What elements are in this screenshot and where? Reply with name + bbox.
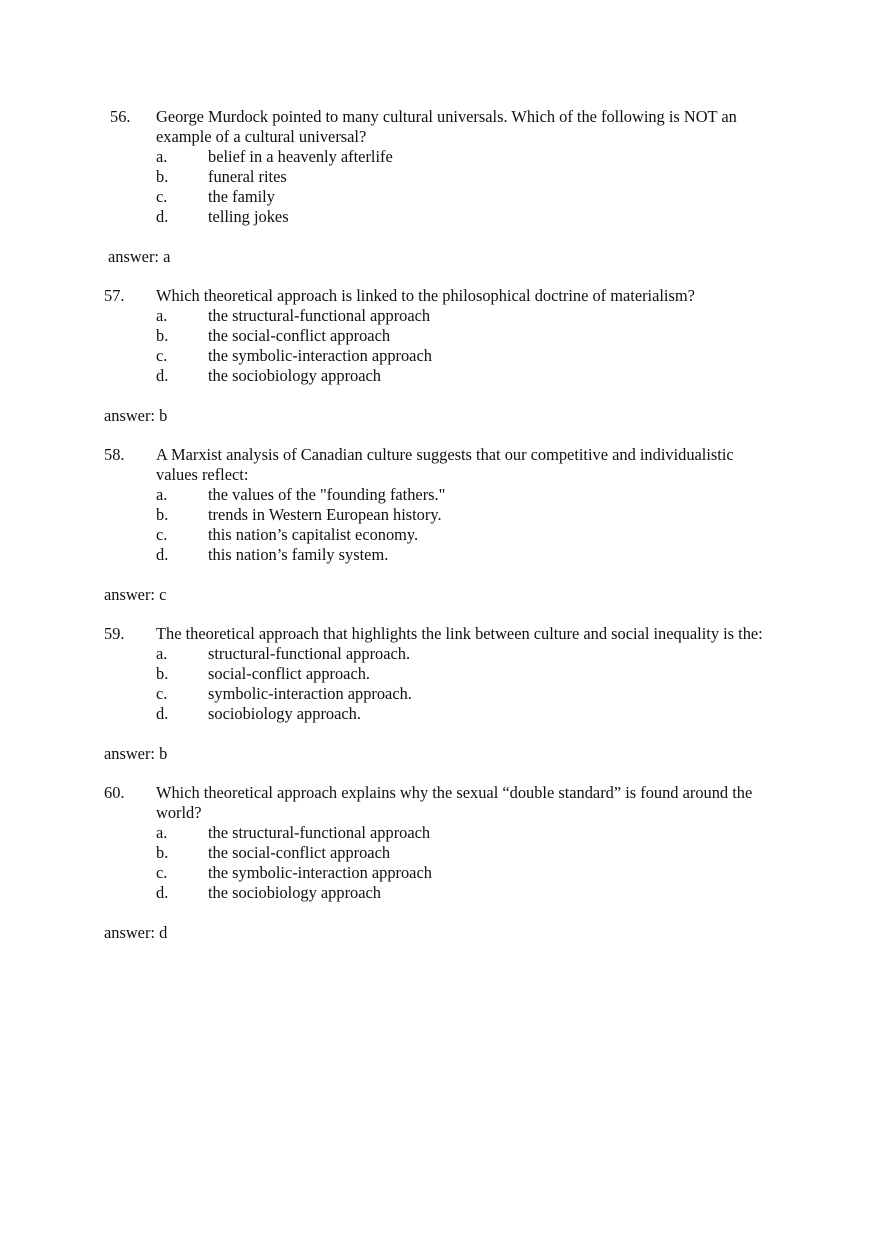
- document-page: [0, 107, 880, 962]
- choice-letter: d.: [156, 704, 169, 723]
- choice-b: [0, 167, 880, 187]
- choice-c: [0, 863, 880, 883]
- choice-letter: c.: [156, 684, 168, 703]
- choice-text: the symbolic-interaction approach: [208, 346, 432, 365]
- question-text: A Marxist analysis of Canadian culture suggests that our competitive and individualistic values reflect:: [156, 445, 734, 484]
- choice-c: [0, 187, 880, 207]
- answer-57: answer: b: [104, 406, 168, 425]
- choice-c: [0, 684, 880, 704]
- choice-letter: a.: [156, 644, 168, 663]
- choice-b: [0, 505, 880, 525]
- choice-d: [0, 704, 880, 724]
- choice-text: funeral rites: [208, 167, 287, 186]
- question-number: 59.: [104, 624, 125, 643]
- choice-b: [0, 664, 880, 684]
- question-text: The theoretical approach that highlights the link between culture and social inequality is the:: [156, 624, 763, 643]
- choice-text: the social-conflict approach: [208, 843, 391, 862]
- choice-text: social-conflict approach.: [208, 664, 371, 683]
- choice-letter: b.: [156, 843, 169, 862]
- question-57: [0, 286, 880, 386]
- choice-letter: b.: [156, 167, 169, 186]
- choice-text: belief in a heavenly afterlife: [208, 147, 393, 166]
- question-number: 58.: [104, 445, 125, 464]
- choice-text: structural-functional approach.: [208, 644, 411, 663]
- choice-text: the social-conflict approach: [208, 326, 391, 345]
- choice-letter: d.: [156, 545, 169, 564]
- choice-d: [0, 883, 880, 903]
- question-text: Which theoretical approach explains why the sexual “double standard” is found around the world?: [156, 783, 753, 822]
- choice-text: trends in Western European history.: [208, 505, 442, 524]
- choice-d: [0, 366, 880, 386]
- choice-text: the structural-functional approach: [208, 823, 431, 842]
- choice-letter: a.: [156, 485, 168, 504]
- answer-59: answer: b: [104, 744, 168, 763]
- choice-letter: d.: [156, 366, 169, 385]
- question-text: George Murdock pointed to many cultural universals. Which of the following is NOT an example of a cultural universal?: [156, 107, 737, 146]
- choice-b: [0, 843, 880, 863]
- choice-d: [0, 207, 880, 227]
- choice-letter: d.: [156, 207, 169, 226]
- question-number: 60.: [104, 783, 125, 802]
- choice-b: [0, 326, 880, 346]
- choice-text: the values of the "founding fathers.": [208, 485, 446, 504]
- question-58: [0, 445, 880, 565]
- choice-list: [0, 485, 880, 565]
- choice-text: this nation’s family system.: [208, 545, 389, 564]
- choice-a: [0, 147, 880, 167]
- choice-letter: b.: [156, 326, 169, 345]
- choice-text: sociobiology approach.: [208, 704, 361, 723]
- choice-letter: c.: [156, 863, 168, 882]
- choice-text: the symbolic-interaction approach: [208, 863, 432, 882]
- choice-letter: a.: [156, 823, 168, 842]
- choice-text: telling jokes: [208, 207, 289, 226]
- choice-text: this nation’s capitalist economy.: [208, 525, 419, 544]
- choice-a: [0, 485, 880, 505]
- answer-60: answer: d: [104, 923, 168, 942]
- choice-text: symbolic-interaction approach.: [208, 684, 412, 703]
- choice-letter: c.: [156, 525, 168, 544]
- question-text: Which theoretical approach is linked to the philosophical doctrine of materialism?: [156, 286, 695, 305]
- choice-list: [0, 306, 880, 386]
- choice-c: [0, 346, 880, 366]
- choice-letter: c.: [156, 187, 168, 206]
- choice-letter: a.: [156, 306, 168, 325]
- question-56: [0, 107, 880, 227]
- choice-c: [0, 525, 880, 545]
- choice-text: the family: [208, 187, 275, 206]
- choice-text: the sociobiology approach: [208, 366, 381, 385]
- choice-list: [0, 644, 880, 724]
- choice-a: [0, 644, 880, 664]
- question-number: 57.: [104, 286, 125, 305]
- choice-a: [0, 823, 880, 843]
- question-60: [0, 783, 880, 903]
- choice-list: [0, 823, 880, 903]
- choice-a: [0, 306, 880, 326]
- choice-list: [0, 147, 880, 227]
- answer-58: answer: c: [104, 585, 167, 604]
- question-59: [0, 624, 880, 724]
- choice-text: the structural-functional approach: [208, 306, 431, 325]
- answer-56: answer: a: [108, 247, 171, 266]
- choice-letter: c.: [156, 346, 168, 365]
- choice-letter: d.: [156, 883, 169, 902]
- question-number: 56.: [110, 107, 131, 126]
- choice-text: the sociobiology approach: [208, 883, 381, 902]
- choice-letter: b.: [156, 664, 169, 683]
- choice-d: [0, 545, 880, 565]
- choice-letter: b.: [156, 505, 169, 524]
- choice-letter: a.: [156, 147, 168, 166]
